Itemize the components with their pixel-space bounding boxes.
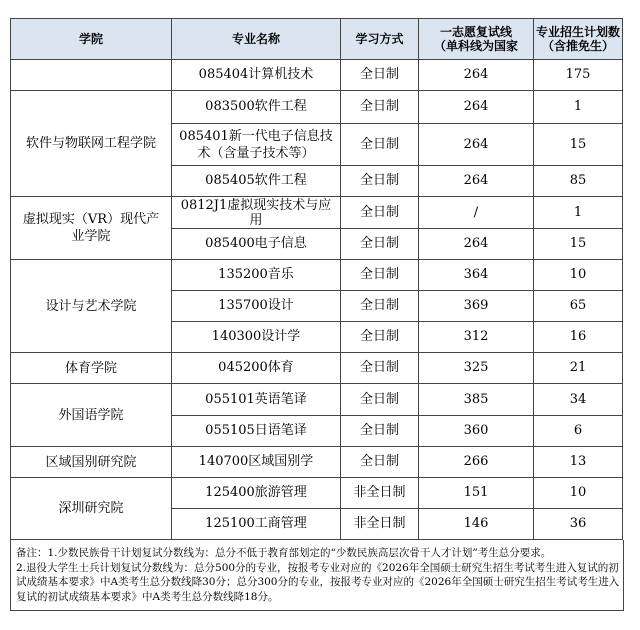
plan-cell: 1 (534, 91, 623, 124)
mode-cell: 全日制 (341, 166, 419, 197)
note-line-1: 备注：1.少数民族骨干计划复试分数线为：总分不低于教育部划定的“少数民族高层次骨干人才计划”考生总分要求。 (16, 547, 552, 559)
mode-cell: 全日制 (341, 260, 419, 291)
score-cell: / (419, 197, 534, 229)
plan-cell: 34 (534, 384, 623, 416)
major-cell: 083500软件工程 (172, 91, 341, 124)
header-college: 学院 (11, 19, 172, 60)
note-line-2: 2.退役大学生士兵计划复试分数线为：总分500分的专业，按报考专业对应的《2026年全国硕士研究生招生考试考生进入复试的初试成绩基本要求》中A类考生总分数线降30分；总分300分的专业，按报考专业对应的《2026年全国硕士研究生招生考试考生进入复试的初试成绩基本要求》中A类考生总分数线降18分。 (16, 561, 620, 603)
score-cell: 264 (419, 91, 534, 124)
table-row (11, 353, 623, 384)
college-cell: 外国语学院 (11, 384, 172, 447)
mode-cell: 非全日制 (341, 478, 419, 509)
plan-cell: 10 (534, 478, 623, 509)
mode-cell: 全日制 (341, 197, 419, 229)
major-cell: 140300设计学 (172, 322, 341, 353)
plan-cell: 6 (534, 416, 623, 447)
major-cell: 085405软件工程 (172, 166, 341, 197)
score-cell: 385 (419, 384, 534, 416)
major-cell: 085401新一代电子信息技术（含量子技术等） (172, 124, 341, 166)
mode-cell: 非全日制 (341, 509, 419, 540)
table-row (11, 447, 623, 478)
major-cell: 055105日语笔译 (172, 416, 341, 447)
score-cell: 264 (419, 124, 534, 166)
admission-table-sheet (10, 18, 622, 611)
score-cell: 312 (419, 322, 534, 353)
table-row (11, 260, 623, 291)
table-body (11, 60, 623, 540)
college-cell: 软件与物联网工程学院 (11, 91, 172, 197)
mode-cell: 全日制 (341, 447, 419, 478)
college-cell: 设计与艺术学院 (11, 260, 172, 353)
table-notes (10, 540, 624, 611)
mode-cell: 全日制 (341, 124, 419, 166)
admission-table (10, 18, 623, 540)
mode-cell: 全日制 (341, 229, 419, 260)
major-cell: 085400电子信息 (172, 229, 341, 260)
major-cell: 135200音乐 (172, 260, 341, 291)
table-header (11, 19, 623, 60)
score-cell: 364 (419, 260, 534, 291)
score-cell: 325 (419, 353, 534, 384)
plan-cell: 21 (534, 353, 623, 384)
mode-cell: 全日制 (341, 353, 419, 384)
plan-cell: 175 (534, 60, 623, 91)
mode-cell: 全日制 (341, 91, 419, 124)
header-score-line-main: 一志愿复试线 (439, 25, 512, 39)
score-cell: 264 (419, 60, 534, 91)
major-cell: 125400旅游管理 (172, 478, 341, 509)
table-row (11, 384, 623, 416)
plan-cell: 13 (534, 447, 623, 478)
mode-cell: 全日制 (341, 416, 419, 447)
score-cell: 266 (419, 447, 534, 478)
major-cell: 135700设计 (172, 291, 341, 322)
header-plan (534, 19, 623, 60)
plan-cell: 85 (534, 166, 623, 197)
college-cell: 区域国别研究院 (11, 447, 172, 478)
mode-cell: 全日制 (341, 291, 419, 322)
college-cell-empty (11, 60, 172, 91)
plan-cell: 15 (534, 229, 623, 260)
college-cell: 深圳研究院 (11, 478, 172, 540)
plan-cell: 1 (534, 197, 623, 229)
major-cell: 085404计算机技术 (172, 60, 341, 91)
header-mode: 学习方式 (341, 19, 419, 60)
college-cell: 虚拟现实（VR）现代产业学院 (11, 197, 172, 260)
plan-cell: 15 (534, 124, 623, 166)
college-cell: 体育学院 (11, 353, 172, 384)
table-row (11, 91, 623, 124)
score-cell: 146 (419, 509, 534, 540)
table-row (11, 60, 623, 91)
score-cell: 151 (419, 478, 534, 509)
score-cell: 369 (419, 291, 534, 322)
plan-cell: 65 (534, 291, 623, 322)
score-cell: 360 (419, 416, 534, 447)
header-plan-sub: （含推免生） (541, 39, 614, 53)
plan-cell: 10 (534, 260, 623, 291)
score-cell: 264 (419, 229, 534, 260)
score-cell: 264 (419, 166, 534, 197)
table-row (11, 478, 623, 509)
header-score-line-sub: （单科线为国家 (433, 39, 518, 53)
mode-cell: 全日制 (341, 322, 419, 353)
header-major: 专业名称 (172, 19, 341, 60)
mode-cell: 全日制 (341, 60, 419, 91)
header-score-line (419, 19, 534, 60)
plan-cell: 16 (534, 322, 623, 353)
major-cell: 045200体育 (172, 353, 341, 384)
major-cell: 140700区域国别学 (172, 447, 341, 478)
mode-cell: 全日制 (341, 384, 419, 416)
major-cell: 125100工商管理 (172, 509, 341, 540)
header-plan-main: 专业招生计划数 (535, 25, 620, 39)
table-row (11, 197, 623, 229)
major-cell: 055101英语笔译 (172, 384, 341, 416)
major-cell: 0812J1虚拟现实技术与应用 (172, 197, 341, 229)
plan-cell: 36 (534, 509, 623, 540)
